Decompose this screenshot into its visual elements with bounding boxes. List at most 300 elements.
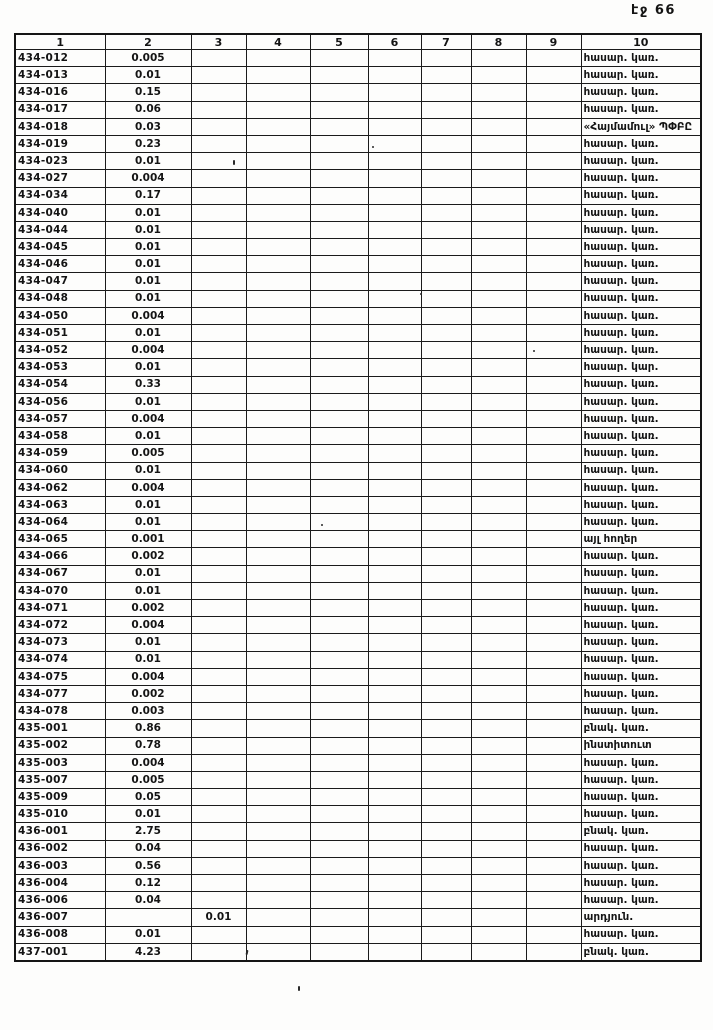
cell-designation: հասար. կառ. — [581, 617, 701, 634]
cell-col5 — [310, 754, 368, 771]
cell-value-2: 0.01 — [105, 239, 191, 256]
cell-designation: հասար. կառ. — [581, 67, 701, 84]
cell-designation: հասար. կառ. — [581, 806, 701, 823]
cell-value-2: 0.004 — [105, 410, 191, 427]
cell-value-2: 0.004 — [105, 479, 191, 496]
cell-value-2: 0.01 — [105, 204, 191, 221]
cell-code: 434-060 — [15, 462, 105, 479]
cell-col8 — [471, 428, 526, 445]
cell-designation: հասար. կառ. — [581, 256, 701, 273]
cell-col7 — [421, 634, 471, 651]
cell-col9 — [526, 290, 581, 307]
cell-code: 434-023 — [15, 153, 105, 170]
cell-value-2: 0.001 — [105, 531, 191, 548]
cell-designation: հասար. կառ. — [581, 445, 701, 462]
table-row — [15, 582, 701, 599]
cell-code: 434-078 — [15, 703, 105, 720]
cell-col7 — [421, 84, 471, 101]
cell-col5 — [310, 204, 368, 221]
cell-value-2: 0.04 — [105, 892, 191, 909]
cell-value-2: 0.01 — [105, 290, 191, 307]
cell-col6 — [368, 565, 421, 582]
cell-value-3 — [191, 239, 246, 256]
cell-col7 — [421, 204, 471, 221]
cell-col4 — [246, 290, 310, 307]
cell-code: 434-054 — [15, 376, 105, 393]
table-row — [15, 393, 701, 410]
cell-col6 — [368, 840, 421, 857]
cell-col4 — [246, 204, 310, 221]
cell-col9 — [526, 668, 581, 685]
cell-col7 — [421, 273, 471, 290]
cell-col4 — [246, 754, 310, 771]
cell-col5 — [310, 789, 368, 806]
cell-col7 — [421, 514, 471, 531]
cell-col6 — [368, 685, 421, 702]
cell-col8 — [471, 342, 526, 359]
cell-code: 435-003 — [15, 754, 105, 771]
cell-col7 — [421, 479, 471, 496]
table-row — [15, 737, 701, 754]
cell-designation: այլ հողեր — [581, 531, 701, 548]
cell-code: 434-044 — [15, 221, 105, 238]
table-row — [15, 118, 701, 135]
cell-value-3 — [191, 857, 246, 874]
cell-col8 — [471, 892, 526, 909]
cell-col5 — [310, 410, 368, 427]
cell-col4 — [246, 221, 310, 238]
registry-table — [14, 33, 702, 962]
column-header: 10 — [581, 34, 701, 50]
cell-col6 — [368, 514, 421, 531]
cell-col9 — [526, 462, 581, 479]
cell-value-3 — [191, 445, 246, 462]
cell-col6 — [368, 428, 421, 445]
cell-col6 — [368, 290, 421, 307]
cell-col7 — [421, 531, 471, 548]
cell-col4 — [246, 668, 310, 685]
cell-col7 — [421, 67, 471, 84]
cell-col6 — [368, 943, 421, 961]
cell-code: 434-070 — [15, 582, 105, 599]
cell-value-2: 0.005 — [105, 50, 191, 67]
table-row — [15, 754, 701, 771]
cell-code: 435-009 — [15, 789, 105, 806]
cell-col5 — [310, 256, 368, 273]
cell-col7 — [421, 342, 471, 359]
cell-value-2: 0.004 — [105, 754, 191, 771]
cell-col4 — [246, 582, 310, 599]
cell-col8 — [471, 823, 526, 840]
column-header: 7 — [421, 34, 471, 50]
cell-col7 — [421, 703, 471, 720]
cell-code: 435-007 — [15, 771, 105, 788]
cell-col4 — [246, 926, 310, 943]
cell-code: 436-008 — [15, 926, 105, 943]
cell-col5 — [310, 153, 368, 170]
cell-code: 434-057 — [15, 410, 105, 427]
cell-value-3 — [191, 84, 246, 101]
cell-designation: հասար. կառ. — [581, 668, 701, 685]
cell-designation: հասար. կառ. — [581, 565, 701, 582]
cell-col5 — [310, 823, 368, 840]
cell-col5 — [310, 496, 368, 513]
table-row — [15, 307, 701, 324]
cell-col5 — [310, 565, 368, 582]
cell-col8 — [471, 410, 526, 427]
table-row — [15, 789, 701, 806]
cell-code: 434-066 — [15, 548, 105, 565]
cell-col4 — [246, 256, 310, 273]
cell-col4 — [246, 239, 310, 256]
cell-col4 — [246, 875, 310, 892]
table-header-row — [15, 34, 701, 50]
cell-col4 — [246, 187, 310, 204]
cell-designation: հասար. կառ. — [581, 789, 701, 806]
scan-speck — [420, 293, 422, 295]
cell-col6 — [368, 548, 421, 565]
cell-col9 — [526, 565, 581, 582]
cell-code: 434-072 — [15, 617, 105, 634]
cell-code: 434-045 — [15, 239, 105, 256]
cell-value-2: 0.004 — [105, 668, 191, 685]
cell-col7 — [421, 135, 471, 152]
cell-col5 — [310, 926, 368, 943]
cell-designation: հասար. կառ. — [581, 514, 701, 531]
cell-col4 — [246, 720, 310, 737]
cell-designation: հասար. կառ. — [581, 187, 701, 204]
cell-col9 — [526, 926, 581, 943]
table-row — [15, 600, 701, 617]
cell-col7 — [421, 892, 471, 909]
cell-col8 — [471, 582, 526, 599]
cell-col8 — [471, 221, 526, 238]
cell-col9 — [526, 135, 581, 152]
cell-col8 — [471, 857, 526, 874]
table-row — [15, 685, 701, 702]
cell-value-2: 0.01 — [105, 496, 191, 513]
cell-col4 — [246, 342, 310, 359]
cell-col8 — [471, 445, 526, 462]
cell-col4 — [246, 428, 310, 445]
cell-col9 — [526, 153, 581, 170]
table-row — [15, 531, 701, 548]
cell-col9 — [526, 50, 581, 67]
cell-col6 — [368, 496, 421, 513]
cell-value-2: 2.75 — [105, 823, 191, 840]
cell-col7 — [421, 600, 471, 617]
cell-value-2: 0.004 — [105, 307, 191, 324]
cell-col4 — [246, 634, 310, 651]
cell-designation: հասար. կառ. — [581, 84, 701, 101]
cell-code: 434-059 — [15, 445, 105, 462]
cell-col4 — [246, 101, 310, 118]
cell-col6 — [368, 617, 421, 634]
cell-designation: հասար. կառ. — [581, 290, 701, 307]
cell-col6 — [368, 754, 421, 771]
table-row — [15, 462, 701, 479]
table-row — [15, 909, 701, 926]
cell-col7 — [421, 187, 471, 204]
cell-value-3 — [191, 479, 246, 496]
cell-col6 — [368, 135, 421, 152]
cell-designation: ինստիտուտ — [581, 737, 701, 754]
cell-col8 — [471, 325, 526, 342]
cell-value-3 — [191, 204, 246, 221]
cell-value-3 — [191, 221, 246, 238]
cell-col5 — [310, 290, 368, 307]
cell-col5 — [310, 531, 368, 548]
cell-code: 434-051 — [15, 325, 105, 342]
cell-designation: հասար. կառ. — [581, 204, 701, 221]
cell-code: 435-010 — [15, 806, 105, 823]
table-row — [15, 806, 701, 823]
cell-col6 — [368, 187, 421, 204]
cell-value-3 — [191, 273, 246, 290]
cell-col6 — [368, 307, 421, 324]
cell-col6 — [368, 857, 421, 874]
cell-value-3 — [191, 187, 246, 204]
cell-col4 — [246, 514, 310, 531]
cell-value-2: 0.01 — [105, 806, 191, 823]
cell-col4 — [246, 376, 310, 393]
cell-designation: հասար. կառ. — [581, 393, 701, 410]
cell-col5 — [310, 840, 368, 857]
cell-code: 434-047 — [15, 273, 105, 290]
cell-col4 — [246, 118, 310, 135]
cell-col9 — [526, 771, 581, 788]
cell-col6 — [368, 600, 421, 617]
table-row — [15, 514, 701, 531]
cell-col9 — [526, 548, 581, 565]
cell-col6 — [368, 892, 421, 909]
cell-value-3 — [191, 410, 246, 427]
cell-col5 — [310, 359, 368, 376]
cell-code: 434-075 — [15, 668, 105, 685]
cell-value-3 — [191, 170, 246, 187]
cell-col5 — [310, 668, 368, 685]
cell-col8 — [471, 204, 526, 221]
table-row — [15, 617, 701, 634]
cell-col4 — [246, 531, 310, 548]
cell-value-2: 0.04 — [105, 840, 191, 857]
cell-value-2: 0.01 — [105, 393, 191, 410]
scan-speck — [533, 350, 535, 352]
cell-col5 — [310, 582, 368, 599]
cell-value-3 — [191, 565, 246, 582]
cell-value-2: 0.15 — [105, 84, 191, 101]
cell-col8 — [471, 651, 526, 668]
cell-col5 — [310, 135, 368, 152]
cell-value-2: 0.003 — [105, 703, 191, 720]
table-row — [15, 410, 701, 427]
cell-code: 434-012 — [15, 50, 105, 67]
cell-col6 — [368, 720, 421, 737]
cell-value-2: 0.01 — [105, 428, 191, 445]
cell-col9 — [526, 393, 581, 410]
cell-col7 — [421, 617, 471, 634]
cell-value-3: 0.01 — [191, 909, 246, 926]
column-header: 1 — [15, 34, 105, 50]
cell-designation: բնակ. կառ. — [581, 943, 701, 961]
cell-col6 — [368, 67, 421, 84]
cell-col6 — [368, 101, 421, 118]
cell-value-2: 0.01 — [105, 926, 191, 943]
cell-value-3 — [191, 462, 246, 479]
cell-value-3 — [191, 428, 246, 445]
cell-code: 434-027 — [15, 170, 105, 187]
cell-col5 — [310, 857, 368, 874]
cell-col9 — [526, 359, 581, 376]
cell-col6 — [368, 376, 421, 393]
cell-col7 — [421, 668, 471, 685]
cell-col4 — [246, 393, 310, 410]
cell-col6 — [368, 445, 421, 462]
cell-col9 — [526, 685, 581, 702]
cell-col5 — [310, 892, 368, 909]
cell-code: 434-056 — [15, 393, 105, 410]
cell-col8 — [471, 101, 526, 118]
cell-value-2: 0.05 — [105, 789, 191, 806]
cell-value-2: 0.002 — [105, 685, 191, 702]
cell-col5 — [310, 307, 368, 324]
cell-col8 — [471, 256, 526, 273]
cell-col6 — [368, 359, 421, 376]
cell-designation: հասար. կառ. — [581, 582, 701, 599]
cell-col9 — [526, 325, 581, 342]
cell-code: 436-001 — [15, 823, 105, 840]
cell-designation: հասար. կառ. — [581, 342, 701, 359]
cell-col4 — [246, 806, 310, 823]
cell-col9 — [526, 273, 581, 290]
table-row — [15, 548, 701, 565]
table-row — [15, 290, 701, 307]
cell-code: 436-002 — [15, 840, 105, 857]
cell-designation: հասար. կառ. — [581, 857, 701, 874]
cell-value-3 — [191, 685, 246, 702]
cell-col4 — [246, 273, 310, 290]
cell-col9 — [526, 703, 581, 720]
cell-col4 — [246, 325, 310, 342]
cell-col7 — [421, 875, 471, 892]
cell-value-2: 0.01 — [105, 359, 191, 376]
cell-col9 — [526, 118, 581, 135]
cell-col7 — [421, 685, 471, 702]
table-row — [15, 359, 701, 376]
cell-col7 — [421, 307, 471, 324]
cell-col9 — [526, 651, 581, 668]
cell-col9 — [526, 187, 581, 204]
cell-col6 — [368, 393, 421, 410]
column-header: 8 — [471, 34, 526, 50]
table-row — [15, 720, 701, 737]
cell-col8 — [471, 273, 526, 290]
cell-col6 — [368, 170, 421, 187]
cell-col8 — [471, 875, 526, 892]
cell-col7 — [421, 462, 471, 479]
column-header: 3 — [191, 34, 246, 50]
cell-col8 — [471, 703, 526, 720]
cell-col9 — [526, 256, 581, 273]
cell-code: 435-002 — [15, 737, 105, 754]
cell-code: 434-074 — [15, 651, 105, 668]
cell-col6 — [368, 737, 421, 754]
cell-value-3 — [191, 720, 246, 737]
scan-speck — [233, 160, 235, 165]
table-row — [15, 101, 701, 118]
cell-designation: հասար. կառ. — [581, 840, 701, 857]
cell-value-3 — [191, 634, 246, 651]
cell-col8 — [471, 909, 526, 926]
cell-code: 434-019 — [15, 135, 105, 152]
cell-col4 — [246, 703, 310, 720]
cell-value-2: 0.78 — [105, 737, 191, 754]
cell-value-3 — [191, 50, 246, 67]
cell-col7 — [421, 290, 471, 307]
cell-code: 434-064 — [15, 514, 105, 531]
cell-col9 — [526, 479, 581, 496]
cell-value-3 — [191, 307, 246, 324]
cell-designation: հասար. կառ. — [581, 325, 701, 342]
cell-col7 — [421, 101, 471, 118]
cell-designation: հասար. կառ. — [581, 479, 701, 496]
cell-value-3 — [191, 875, 246, 892]
cell-designation: հասար. կառ. — [581, 685, 701, 702]
table-row — [15, 376, 701, 393]
cell-code: 434-013 — [15, 67, 105, 84]
cell-col5 — [310, 875, 368, 892]
cell-col5 — [310, 634, 368, 651]
cell-col5 — [310, 67, 368, 84]
cell-col7 — [421, 857, 471, 874]
cell-code: 436-006 — [15, 892, 105, 909]
cell-designation: հասար. կառ. — [581, 462, 701, 479]
cell-col5 — [310, 101, 368, 118]
cell-col6 — [368, 118, 421, 135]
cell-col4 — [246, 565, 310, 582]
cell-col8 — [471, 685, 526, 702]
cell-col9 — [526, 909, 581, 926]
cell-value-2: 0.005 — [105, 445, 191, 462]
cell-col7 — [421, 582, 471, 599]
cell-col8 — [471, 617, 526, 634]
cell-col6 — [368, 256, 421, 273]
cell-col5 — [310, 514, 368, 531]
cell-col4 — [246, 462, 310, 479]
column-header: 2 — [105, 34, 191, 50]
cell-col8 — [471, 600, 526, 617]
cell-col7 — [421, 153, 471, 170]
table-row — [15, 342, 701, 359]
table-row — [15, 325, 701, 342]
cell-value-2: 0.23 — [105, 135, 191, 152]
cell-designation: «Հայմամուլ» ՊՓԲԸ — [581, 118, 701, 135]
cell-designation: հասար. կառ. — [581, 496, 701, 513]
cell-col5 — [310, 325, 368, 342]
cell-designation: հասար. կառ. — [581, 153, 701, 170]
cell-col5 — [310, 737, 368, 754]
cell-col9 — [526, 634, 581, 651]
cell-designation: հասար. կառ. — [581, 135, 701, 152]
cell-col8 — [471, 531, 526, 548]
cell-col7 — [421, 376, 471, 393]
table-row — [15, 273, 701, 290]
cell-col7 — [421, 325, 471, 342]
cell-code: 434-052 — [15, 342, 105, 359]
cell-col9 — [526, 600, 581, 617]
column-header: 6 — [368, 34, 421, 50]
table-row — [15, 170, 701, 187]
